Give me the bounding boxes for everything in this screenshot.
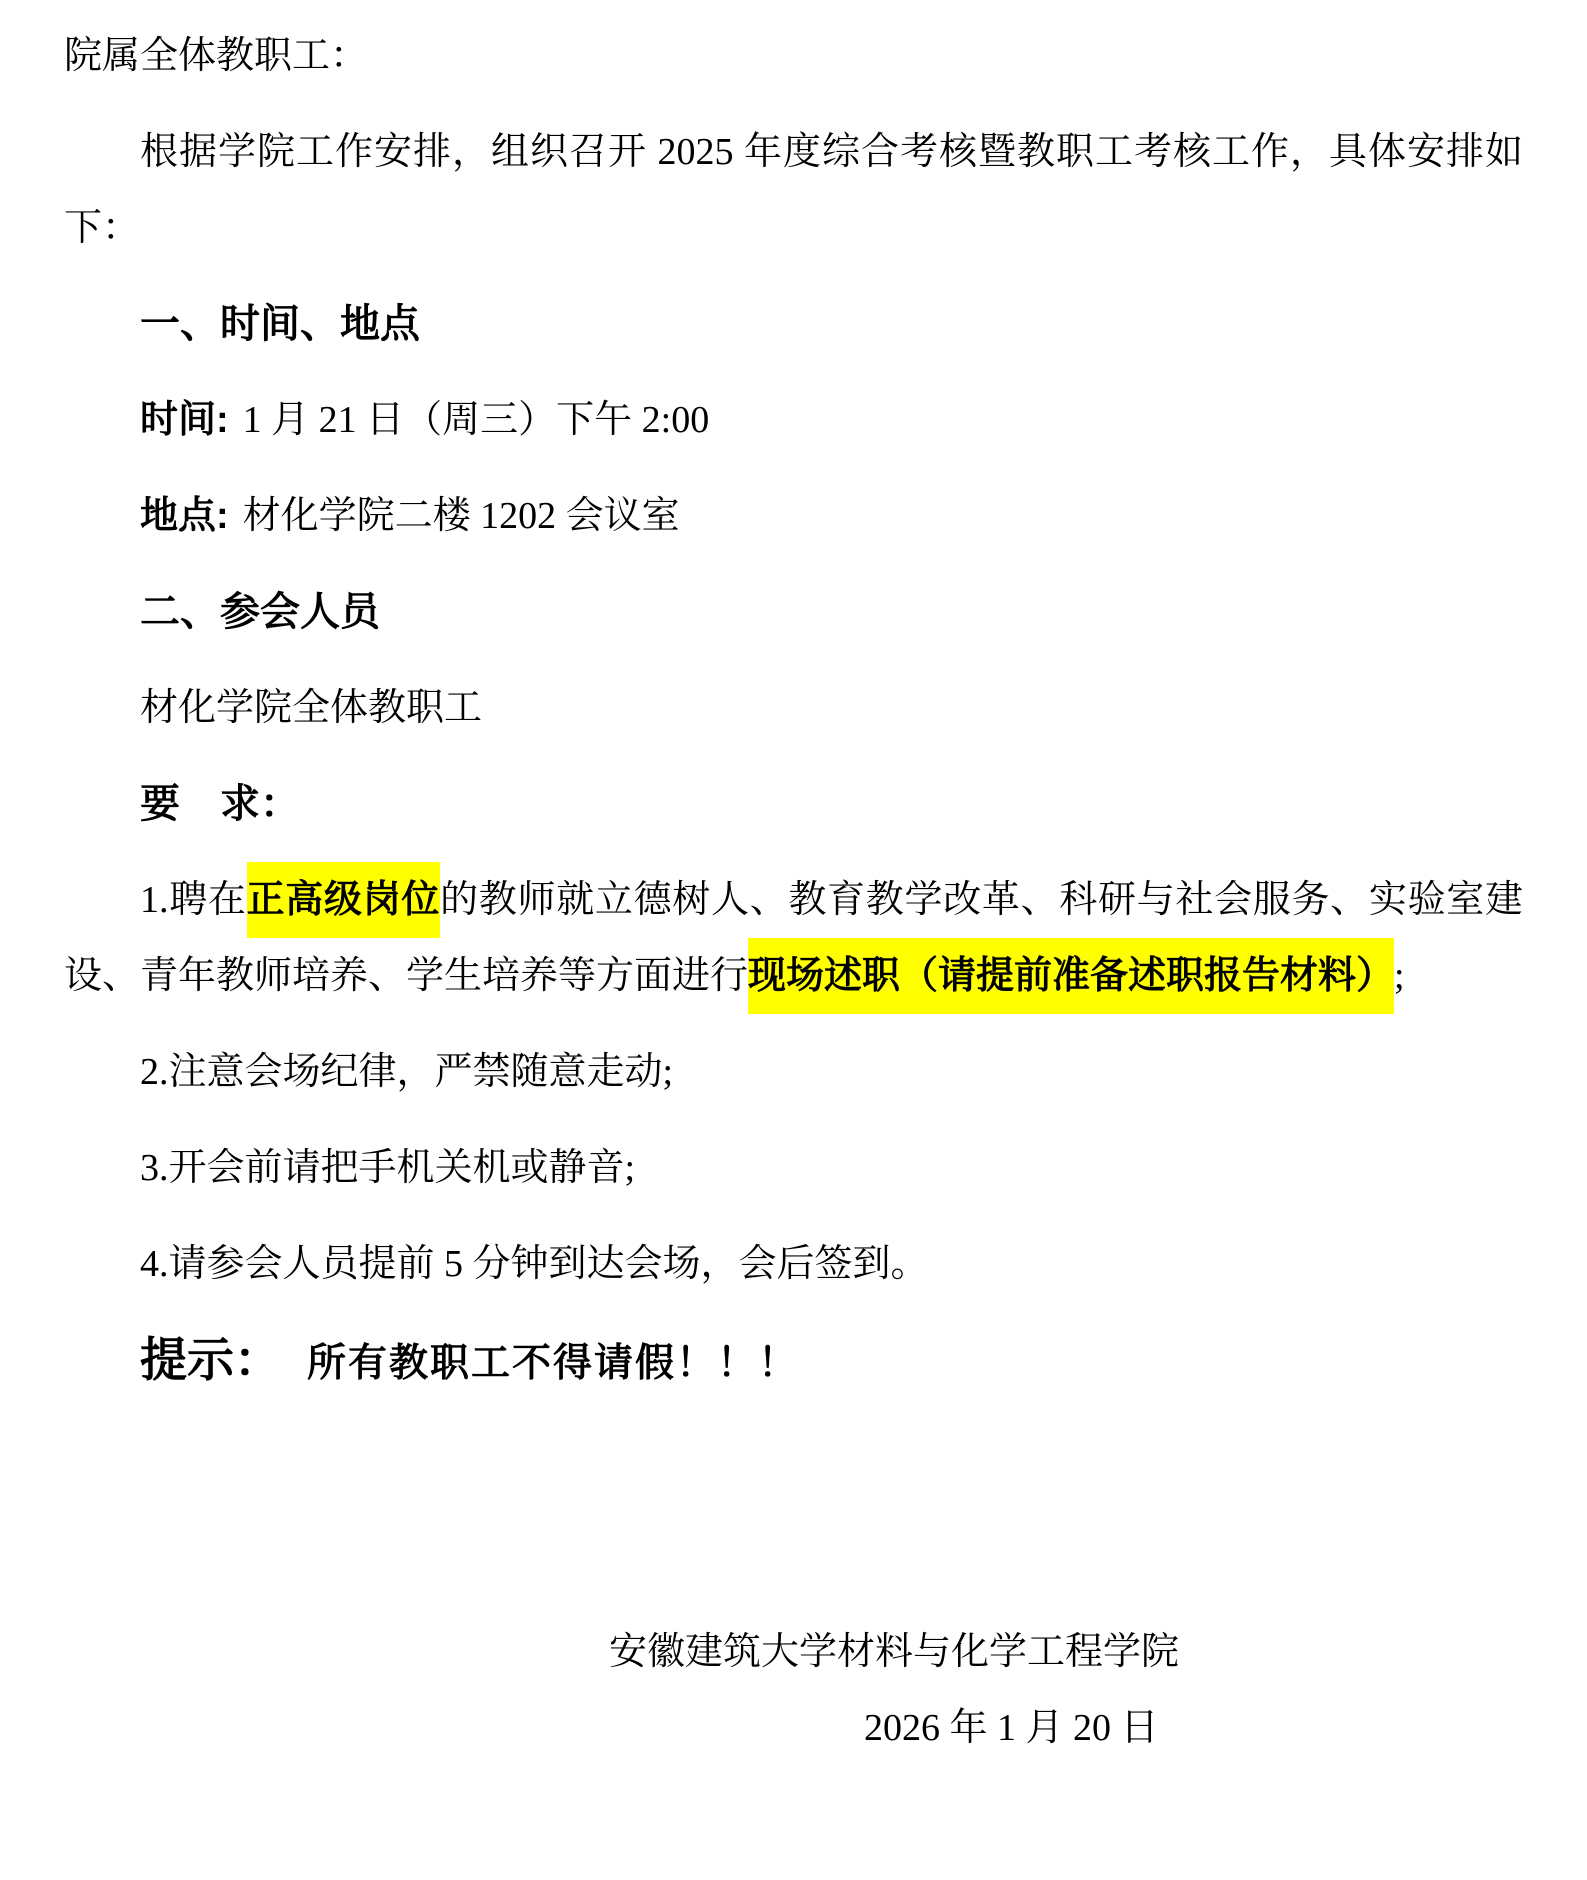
place-value: 材化学院二楼 1202 会议室	[242, 495, 680, 537]
highlight-senior-position: 正高级岗位	[247, 862, 441, 938]
signature-organization: 安徽建筑大学材料与化学工程学院	[609, 1631, 1180, 1673]
requirement-item-3: 3.开会前请把手机关机或静音;	[140, 1147, 636, 1189]
requirement-item-1	[64, 862, 1523, 1014]
notice-text: 所有教职工不得请假！！！	[307, 1342, 800, 1385]
highlight-onsite-report: 现场述职（请提前准备述职报告材料）	[748, 938, 1394, 1014]
signature-date: 2026 年 1 月 20 日	[864, 1707, 1159, 1749]
time-line	[64, 382, 1523, 458]
requirement-item-4: 4.请参会人员提前 5 分钟到达会场，会后签到。	[140, 1243, 929, 1285]
requirements-label: 要 求：	[140, 782, 300, 826]
intro-paragraph: 根据学院工作安排，组织召开 2025 年度综合考核暨教职工考核工作，具体安排如下：	[64, 131, 1523, 249]
place-label: 地点:	[140, 495, 229, 537]
attendees-line: 材化学院全体教职工	[140, 687, 483, 729]
section2-heading: 二、参会人员	[140, 590, 380, 634]
place-line	[64, 478, 1523, 554]
time-value: 1 月 21 日（周三）下午 2:00	[242, 399, 710, 441]
time-label: 时间:	[140, 399, 229, 441]
item1-text-mid: 的教师就立德树人、教育教学改革、科研与社会服务、实验室建设、青年教师培养、学生培养等方面进行	[64, 879, 1523, 997]
notice-label: 提示：	[140, 1333, 281, 1386]
salutation: 院属全体教职工：	[64, 35, 369, 77]
section1-heading: 一、时间、地点	[140, 302, 420, 346]
signature-block	[64, 1614, 1523, 1766]
notice-line	[64, 1322, 1523, 1402]
requirement-item-2: 2.注意会场纪律，严禁随意走动;	[140, 1051, 674, 1093]
item1-text-pre: 1.聘在	[140, 879, 247, 921]
item1-text-post: ;	[1394, 955, 1405, 997]
